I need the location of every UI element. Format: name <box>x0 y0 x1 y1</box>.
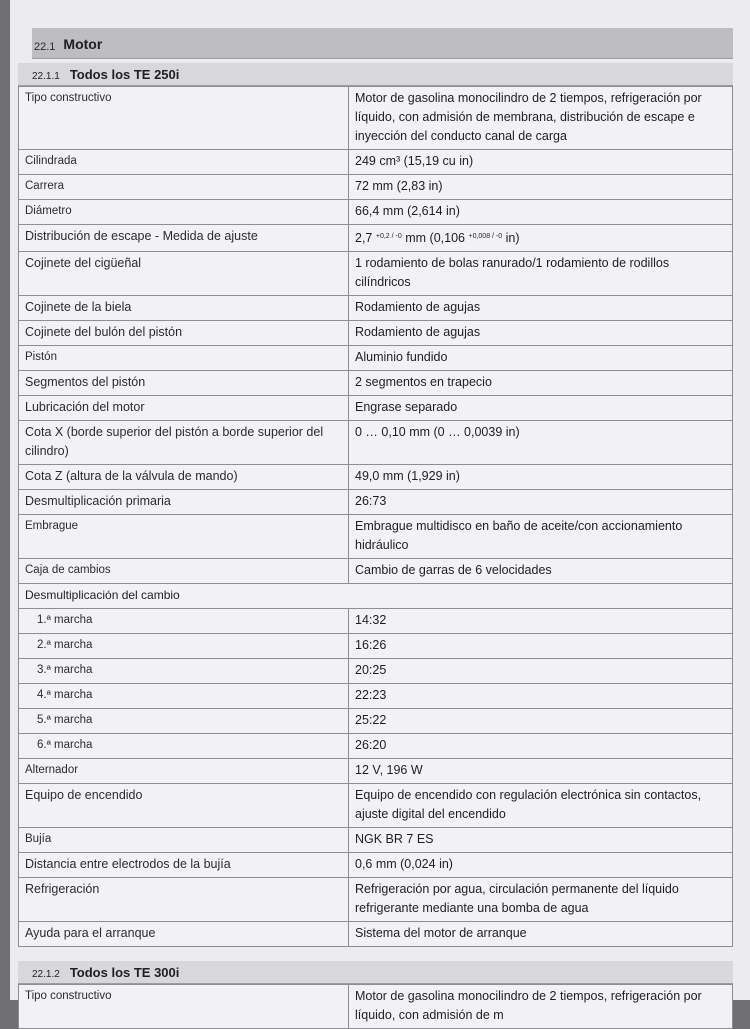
spec-label: Caja de cambios <box>19 559 349 584</box>
spec-label: Cilindrada <box>19 150 349 175</box>
spec-value: Sistema del motor de arranque <box>349 922 733 947</box>
spec-label: Pistón <box>19 346 349 371</box>
section-te300i <box>18 961 733 1029</box>
spec-value: 1 rodamiento de bolas ranurado/1 rodamiento de rodillos cilíndricos <box>349 252 733 296</box>
spec-value: 26:73 <box>349 490 733 515</box>
subsection-number: 22.1.1 <box>32 71 60 82</box>
table-row <box>19 584 733 609</box>
table-row <box>19 346 733 371</box>
spec-label: Refrigeración <box>19 878 349 922</box>
table-row <box>19 321 733 346</box>
subsection-title: Todos los TE 300i <box>69 965 180 980</box>
table-row <box>19 421 733 465</box>
spec-label: Bujía <box>19 828 349 853</box>
gear-label: 2.ª marcha <box>19 634 349 659</box>
gear-label: 5.ª marcha <box>19 709 349 734</box>
value-main: 2,7 <box>355 231 373 245</box>
spec-value: 12 V, 196 W <box>349 759 733 784</box>
spec-label: Cojinete del bulón del pistón <box>19 321 349 346</box>
spec-label: Tipo constructivo <box>19 985 349 1029</box>
table-row <box>19 853 733 878</box>
spec-label: Alternador <box>19 759 349 784</box>
spec-value: Motor de gasolina monocilindro de 2 tiempos, refrigeración por líquido, con admisión de membrana, distribución de escape e inyección del conducto canal de carga <box>349 87 733 150</box>
gear-label: 3.ª marcha <box>19 659 349 684</box>
spec-value: Equipo de encendido con regulación electrónica sin contactos, ajuste digital del encendido <box>349 784 733 828</box>
spec-label: Embrague <box>19 515 349 559</box>
table-row <box>19 922 733 947</box>
spec-label: Distancia entre electrodos de la bujía <box>19 853 349 878</box>
spec-value: Embrague multidisco en baño de aceite/con accionamiento hidráulico <box>349 515 733 559</box>
gear-label: 1.ª marcha <box>19 609 349 634</box>
section-title: Motor <box>63 36 103 52</box>
spec-value: Aluminio fundido <box>349 346 733 371</box>
spec-label: Tipo constructivo <box>19 87 349 150</box>
table-row <box>19 150 733 175</box>
table-row <box>19 200 733 225</box>
table-row <box>19 659 733 684</box>
value-end: in) <box>505 231 520 245</box>
table-row <box>19 784 733 828</box>
spec-table-te250i <box>18 86 733 947</box>
spec-label: Equipo de encendido <box>19 784 349 828</box>
spec-label: Segmentos del pistón <box>19 371 349 396</box>
gear-label: 4.ª marcha <box>19 684 349 709</box>
subsection-header <box>18 961 733 984</box>
spec-label: Cojinete del cigüeñal <box>19 252 349 296</box>
gear-ratio: 22:23 <box>349 684 733 709</box>
spec-table-te300i <box>18 984 733 1029</box>
table-row <box>19 878 733 922</box>
spec-label: Ayuda para el arranque <box>19 922 349 947</box>
table-row <box>19 175 733 200</box>
table-row <box>19 828 733 853</box>
spec-label: Diámetro <box>19 200 349 225</box>
spec-label: Cota Z (altura de la válvula de mando) <box>19 465 349 490</box>
spec-value: 0 … 0,10 mm (0 … 0,0039 in) <box>349 421 733 465</box>
spec-label: Cojinete de la biela <box>19 296 349 321</box>
spec-value: 66,4 mm (2,614 in) <box>349 200 733 225</box>
spec-value: Rodamiento de agujas <box>349 321 733 346</box>
spec-label: Distribución de escape - Medida de ajuste <box>19 225 349 252</box>
gearbox-heading: Desmultiplicación del cambio <box>19 584 733 609</box>
spec-value: Refrigeración por agua, circulación permanente del líquido refrigerante mediante una bomba de agua <box>349 878 733 922</box>
tolerance: +0,008 / -0 <box>468 233 503 240</box>
table-row <box>19 490 733 515</box>
table-row <box>19 515 733 559</box>
table-row <box>19 609 733 634</box>
spec-label: Lubricación del motor <box>19 396 349 421</box>
table-row <box>19 225 733 252</box>
spec-value <box>349 225 733 252</box>
spec-value: 2 segmentos en trapecio <box>349 371 733 396</box>
section-header <box>32 28 733 59</box>
table-row <box>19 985 733 1029</box>
value-mid: mm (0,106 <box>405 231 465 245</box>
table-row <box>19 396 733 421</box>
spec-value: 49,0 mm (1,929 in) <box>349 465 733 490</box>
gear-ratio: 16:26 <box>349 634 733 659</box>
gear-label: 6.ª marcha <box>19 734 349 759</box>
subsection-title: Todos los TE 250i <box>69 67 180 82</box>
table-row <box>19 559 733 584</box>
section-number: 22.1 <box>34 41 56 53</box>
subsection-header <box>18 63 733 86</box>
gear-ratio: 26:20 <box>349 734 733 759</box>
spec-value: Cambio de garras de 6 velocidades <box>349 559 733 584</box>
spec-label: Cota X (borde superior del pistón a borde superior del cilindro) <box>19 421 349 465</box>
gear-ratio: 25:22 <box>349 709 733 734</box>
table-row <box>19 252 733 296</box>
spec-value: 72 mm (2,83 in) <box>349 175 733 200</box>
table-row <box>19 87 733 150</box>
manual-page <box>10 0 750 1022</box>
spec-value: Motor de gasolina monocilindro de 2 tiempos, refrigeración por líquido, con admisión de m <box>349 985 733 1029</box>
tolerance: +0,2 / -0 <box>375 233 402 240</box>
spec-label: Carrera <box>19 175 349 200</box>
table-row <box>19 709 733 734</box>
table-row <box>19 734 733 759</box>
spec-value: 249 cm³ (15,19 cu in) <box>349 150 733 175</box>
spec-value: Rodamiento de agujas <box>349 296 733 321</box>
gear-ratio: 14:32 <box>349 609 733 634</box>
spec-label: Desmultiplicación primaria <box>19 490 349 515</box>
spec-value: Engrase separado <box>349 396 733 421</box>
spec-value: NGK BR 7 ES <box>349 828 733 853</box>
table-row <box>19 296 733 321</box>
table-row <box>19 634 733 659</box>
gear-ratio: 20:25 <box>349 659 733 684</box>
table-row <box>19 371 733 396</box>
table-row <box>19 465 733 490</box>
table-row <box>19 759 733 784</box>
table-row <box>19 684 733 709</box>
spec-value: 0,6 mm (0,024 in) <box>349 853 733 878</box>
subsection-number: 22.1.2 <box>32 969 60 980</box>
page-content <box>18 28 733 1029</box>
